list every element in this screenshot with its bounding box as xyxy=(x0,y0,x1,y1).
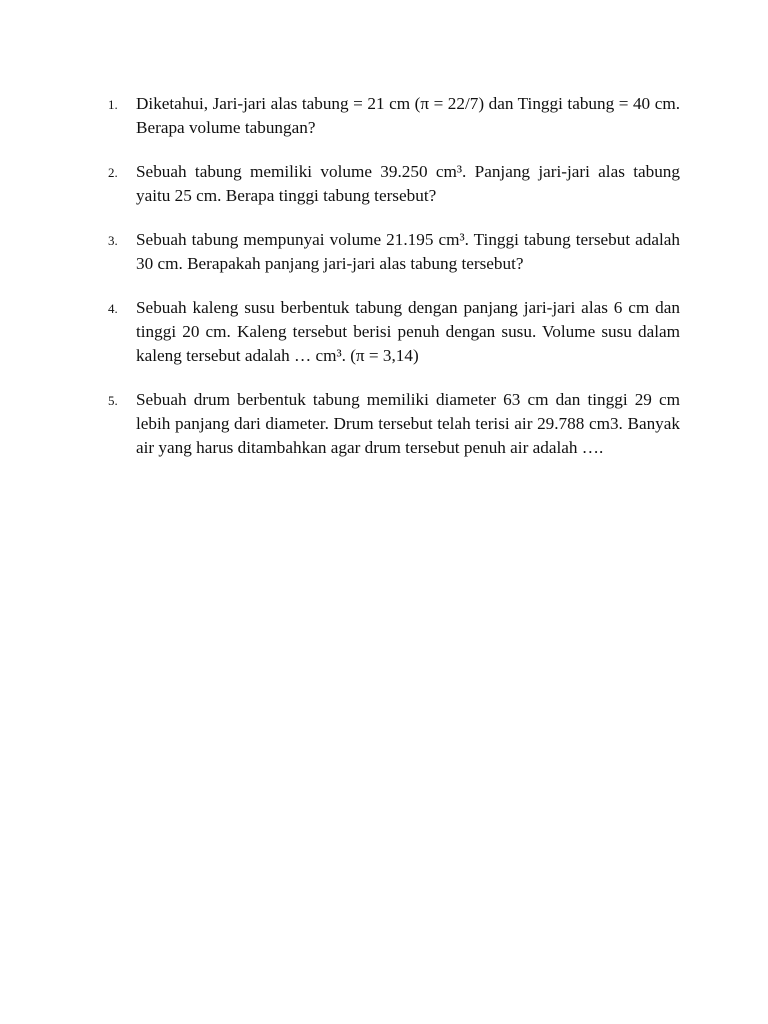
question-text: Sebuah drum berbentuk tabung memiliki diameter 63 cm dan tinggi 29 cm lebih panjang dari diameter. Drum tersebut telah terisi air 29.788 cm3. Banyak air yang harus ditambahkan agar drum tersebut penuh air adalah …. xyxy=(136,390,680,457)
question-number: 1. xyxy=(108,97,118,112)
question-item-2 xyxy=(108,160,680,208)
question-text: Sebuah tabung memiliki volume 39.250 cm³. Panjang jari-jari alas tabung yaitu 25 cm. Berapa tinggi tabung tersebut? xyxy=(136,162,680,205)
question-text: Sebuah kaleng susu berbentuk tabung dengan panjang jari-jari alas 6 cm dan tinggi 20 cm. Kaleng tersebut berisi penuh dengan susu. Volume susu dalam kaleng tersebut adalah … cm³. (π = 3,14) xyxy=(136,298,680,365)
question-text: Sebuah tabung mempunyai volume 21.195 cm³. Tinggi tabung tersebut adalah 30 cm. Berapakah panjang jari-jari alas tabung tersebut? xyxy=(136,230,680,273)
question-number: 3. xyxy=(108,233,118,248)
question-number: 2. xyxy=(108,165,118,180)
question-number: 5. xyxy=(108,393,118,408)
question-item-3 xyxy=(108,228,680,276)
question-list xyxy=(108,92,680,460)
question-number: 4. xyxy=(108,301,118,316)
question-text: Diketahui, Jari-jari alas tabung = 21 cm (π = 22/7) dan Tinggi tabung = 40 cm. Berapa volume tabungan? xyxy=(136,94,680,137)
question-item-5 xyxy=(108,388,680,460)
question-item-4 xyxy=(108,296,680,368)
question-item-1 xyxy=(108,92,680,140)
